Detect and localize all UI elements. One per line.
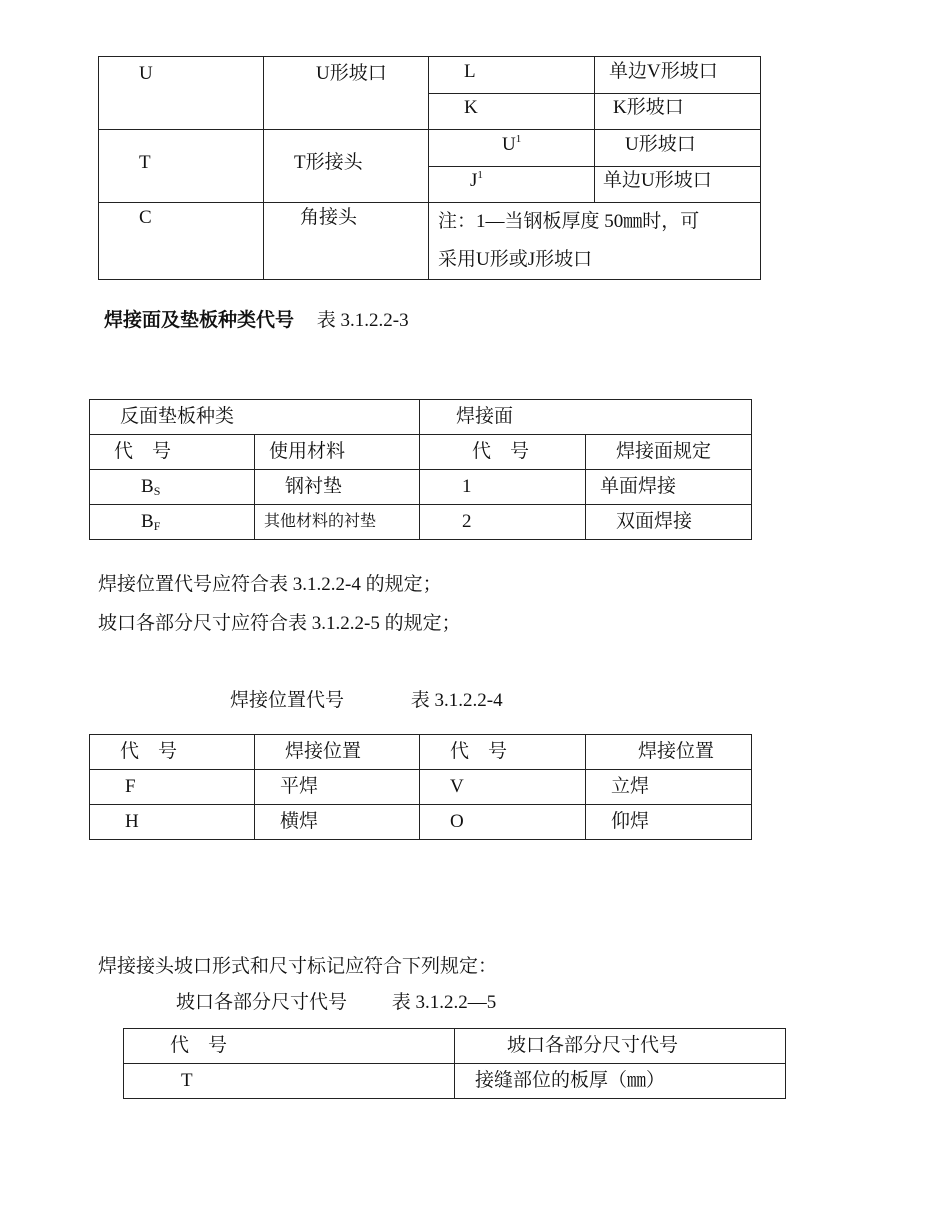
sub-k-code: K bbox=[429, 94, 595, 130]
row-bs-rule: 单面焊接 bbox=[586, 470, 752, 505]
row-t-code: T bbox=[99, 130, 264, 203]
caption-title: 坡口各部分尺寸代号 bbox=[176, 992, 348, 1013]
sub-j1-name: 单边U形坡口 bbox=[595, 167, 761, 203]
sub-j1-code: $J^1$ bbox=[429, 167, 595, 203]
cell-code: V bbox=[420, 770, 586, 805]
header-code: 代 号 bbox=[124, 1029, 455, 1064]
groove-dimension-table bbox=[123, 1028, 786, 1099]
row-bf-material: 其他材料的衬垫 bbox=[255, 505, 420, 540]
groove-type-table bbox=[98, 56, 761, 280]
cell-position: 立焊 bbox=[586, 770, 752, 805]
row-bf-rule: 双面焊接 bbox=[586, 505, 752, 540]
caption-title: 焊接位置代号 bbox=[230, 690, 345, 711]
row-u-code: U bbox=[99, 57, 264, 130]
paragraph-groove-marking: 焊接接头坡口形式和尺寸标记应符合下列规定： bbox=[98, 956, 498, 977]
cell-code: H bbox=[90, 805, 255, 840]
sub-l-code: L bbox=[429, 57, 595, 94]
row-u-name: U形坡口 bbox=[264, 57, 429, 130]
sub-u1-code: $U^1$ bbox=[429, 130, 595, 167]
backing-weld-face-table bbox=[89, 399, 752, 540]
header-code: 代 号 bbox=[90, 435, 255, 470]
sub-k-name: K形坡口 bbox=[595, 94, 761, 130]
caption-title: 焊接面及垫板种类代号 bbox=[104, 310, 295, 331]
header-face-rule: 焊接面规定 bbox=[586, 435, 752, 470]
caption-table-5 bbox=[176, 988, 496, 1018]
header-dimension: 坡口各部分尺寸代号 bbox=[455, 1029, 786, 1064]
row-bs-face: 1 bbox=[420, 470, 586, 505]
row-c-code: C bbox=[99, 203, 264, 280]
caption-table-3 bbox=[104, 306, 409, 336]
cell-position: 横焊 bbox=[255, 805, 420, 840]
sub-u1-name: U形坡口 bbox=[595, 130, 761, 167]
row-bf-code: $B_F$ bbox=[90, 505, 255, 540]
row-bf-face: 2 bbox=[420, 505, 586, 540]
row-t-name: T形接头 bbox=[264, 130, 429, 203]
caption-table-no: 表 3.1.2.2—5 bbox=[391, 992, 497, 1013]
cell-code: F bbox=[90, 770, 255, 805]
caption-table-no: 表 3.1.2.2-3 bbox=[316, 310, 409, 331]
cell-code: T bbox=[124, 1064, 455, 1099]
cell-dimension: 接缝部位的板厚（㎜） bbox=[455, 1064, 786, 1099]
weld-position-table bbox=[89, 734, 752, 840]
row-bs-material: 钢衬垫 bbox=[255, 470, 420, 505]
row-c-name: 角接头 bbox=[264, 203, 429, 280]
group-header-weld-face: 焊接面 bbox=[420, 400, 752, 435]
caption-table-no: 表 3.1.2.2-4 bbox=[410, 690, 503, 711]
sub-l-name: 单边V形坡口 bbox=[595, 57, 761, 94]
row-bs-code: $B_S$ bbox=[90, 470, 255, 505]
header-material: 使用材料 bbox=[255, 435, 420, 470]
cell-code: O bbox=[420, 805, 586, 840]
paragraph-position-rule: 焊接位置代号应符合表 3.1.2.2-4 的规定； bbox=[98, 574, 442, 595]
paragraph-size-rule: 坡口各部分尺寸应符合表 3.1.2.2-5 的规定； bbox=[98, 613, 461, 634]
cell-position: 平焊 bbox=[255, 770, 420, 805]
header-code: 代 号 bbox=[420, 735, 586, 770]
caption-table-4 bbox=[230, 686, 503, 716]
header-position: 焊接位置 bbox=[255, 735, 420, 770]
header-code: 代 号 bbox=[90, 735, 255, 770]
cell-position: 仰焊 bbox=[586, 805, 752, 840]
group-header-backing: 反面垫板种类 bbox=[90, 400, 420, 435]
header-face-code: 代 号 bbox=[420, 435, 586, 470]
header-position: 焊接位置 bbox=[586, 735, 752, 770]
row-c-note: 注：1—当钢板厚度 50㎜时，可 采用U形或J形坡口 bbox=[429, 203, 761, 280]
